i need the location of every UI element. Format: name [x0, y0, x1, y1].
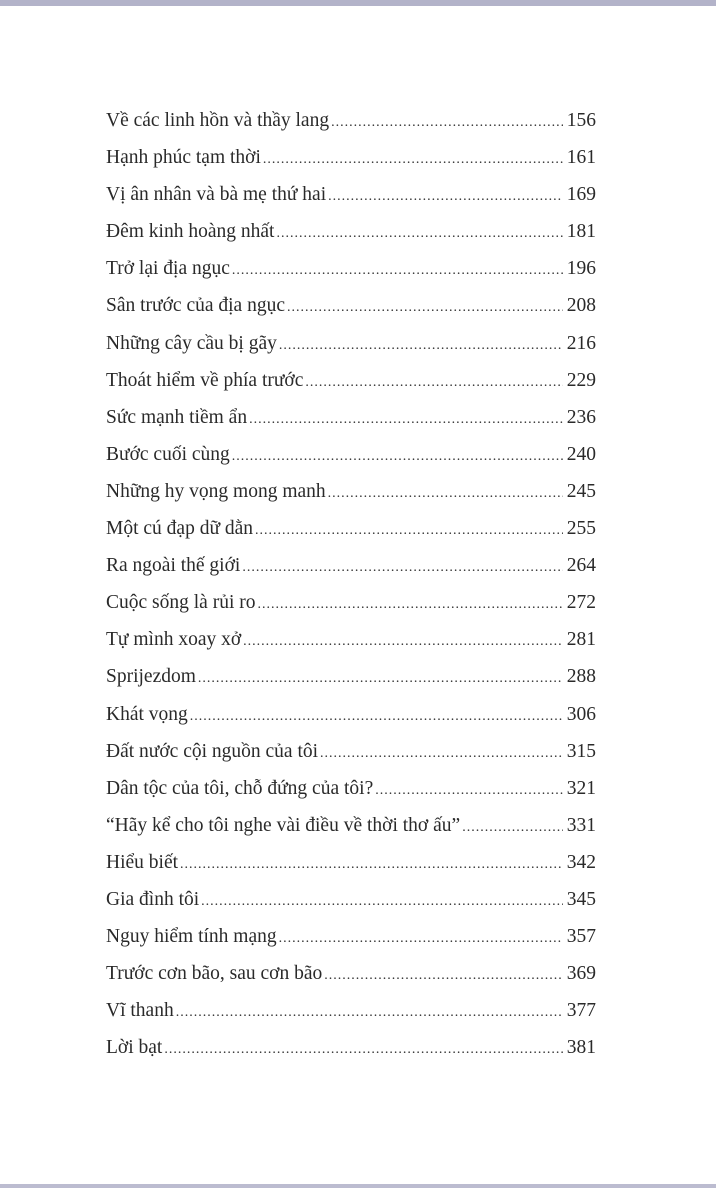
toc-dot-leader	[287, 289, 563, 326]
toc-entry-title: Dân tộc của tôi, chỗ đứng của tôi?	[106, 777, 374, 799]
toc-entry-page-number: 255	[566, 518, 596, 540]
toc-entry-title: Đất nước cội nguồn của tôi	[106, 740, 319, 762]
toc-entry-page-number: 345	[566, 888, 596, 910]
toc-entry-page-number: 288	[566, 666, 596, 688]
toc-dot-leader	[180, 846, 563, 883]
toc-dot-leader	[243, 623, 563, 660]
toc-entry-page-number: 169	[566, 184, 596, 206]
toc-dot-leader	[255, 512, 563, 549]
toc-entry-page-number: 236	[566, 406, 596, 428]
toc-entry	[106, 844, 596, 881]
toc-entry	[106, 547, 596, 584]
toc-dot-leader	[328, 475, 563, 512]
toc-entry-title: Tự mình xoay xở	[106, 629, 242, 651]
toc-entry	[106, 621, 596, 658]
toc-entry-page-number: 245	[566, 480, 596, 502]
toc-dot-leader	[462, 809, 563, 846]
toc-entry-page-number: 216	[566, 332, 596, 354]
toc-dot-leader	[232, 438, 563, 475]
toc-entry	[106, 881, 596, 918]
toc-entry	[106, 658, 596, 695]
toc-entry	[106, 992, 596, 1029]
toc-dot-leader	[279, 327, 563, 364]
toc-entry-page-number: 381	[566, 1037, 596, 1059]
toc-entry-page-number: 369	[566, 963, 596, 985]
toc-dot-leader	[328, 178, 563, 215]
toc-entry	[106, 399, 596, 436]
toc-entry-title: Những cây cầu bị gãy	[106, 332, 277, 354]
toc-entry	[106, 510, 596, 547]
toc-dot-leader	[320, 735, 563, 772]
toc-entry-title: Vĩ thanh	[106, 1000, 174, 1022]
toc-entry	[106, 325, 596, 362]
toc-entry	[106, 770, 596, 807]
toc-entry-page-number: 229	[566, 369, 596, 391]
toc-dot-leader	[164, 1031, 562, 1068]
toc-entry-page-number: 342	[566, 851, 596, 873]
toc-entry-title: Một cú đạp dữ dằn	[106, 518, 254, 540]
toc-dot-leader	[279, 920, 563, 957]
toc-entry	[106, 473, 596, 510]
toc-entry-title: Sức mạnh tiềm ẩn	[106, 406, 248, 428]
toc-entry-page-number: 321	[566, 777, 596, 799]
toc-dot-leader	[257, 586, 562, 623]
toc-dot-leader	[331, 104, 563, 141]
toc-entry-page-number: 240	[566, 443, 596, 465]
toc-entry-page-number: 357	[566, 926, 596, 948]
toc-entry-title: Vị ân nhân và bà mẹ thứ hai	[106, 184, 327, 206]
toc-entry-title: Cuộc sống là rủi ro	[106, 592, 256, 614]
toc-entry-title: Bước cuối cùng	[106, 443, 230, 465]
toc-dot-leader	[305, 364, 562, 401]
toc-entry	[106, 102, 596, 139]
toc-entry-title: Sprijezdom	[106, 666, 196, 688]
toc-entry-title: Những hy vọng mong manh	[106, 480, 326, 502]
toc-entry-title: Về các linh hồn và thầy lang	[106, 110, 330, 131]
toc-entry	[106, 918, 596, 955]
toc-entry	[106, 250, 596, 287]
toc-dot-leader	[242, 549, 562, 586]
toc-entry	[106, 1029, 596, 1066]
toc-entry-title: “Hãy kể cho tôi nghe vài điều về thời thơ ấu”	[106, 814, 461, 836]
toc-entry	[106, 696, 596, 733]
toc-entry-title: Gia đình tôi	[106, 888, 200, 910]
toc-dot-leader	[324, 957, 563, 994]
toc-entry-page-number: 281	[566, 629, 596, 651]
toc-entry-title: Đêm kinh hoàng nhất	[106, 221, 275, 243]
toc-entry	[106, 584, 596, 621]
toc-entry-page-number: 208	[566, 295, 596, 317]
toc-entry	[106, 362, 596, 399]
toc-entry-title: Ra ngoài thế giới	[106, 555, 241, 577]
toc-entry-title: Hạnh phúc tạm thời	[106, 147, 261, 169]
toc-entry-page-number: 315	[566, 740, 596, 762]
toc-dot-leader	[176, 994, 563, 1031]
toc-dot-leader	[232, 252, 563, 289]
toc-entry-page-number: 272	[566, 592, 596, 614]
toc-entry-page-number: 181	[566, 221, 596, 243]
toc-entry-page-number: 331	[566, 814, 596, 836]
toc-entry-title: Khát vọng	[106, 703, 188, 725]
toc-entry	[106, 213, 596, 250]
toc-entry-page-number: 264	[566, 555, 596, 577]
toc-entry-title: Lời bạt	[106, 1037, 163, 1059]
toc-dot-leader	[249, 401, 563, 438]
toc-entry-page-number: 306	[566, 703, 596, 725]
toc-entry	[106, 176, 596, 213]
page-bottom-edge	[0, 1184, 716, 1188]
toc-entry	[106, 955, 596, 992]
toc-entry-title: Thoát hiểm về phía trước	[106, 369, 304, 391]
toc-entry-title: Hiểu biết	[106, 851, 179, 873]
toc-entry-page-number: 161	[566, 147, 596, 169]
toc-entry	[106, 436, 596, 473]
toc-entry-title: Nguy hiểm tính mạng	[106, 926, 277, 948]
toc-dot-leader	[276, 215, 562, 252]
toc-entry-page-number: 156	[566, 110, 596, 131]
toc-dot-leader	[201, 883, 563, 920]
toc-entry	[106, 139, 596, 176]
toc-entry	[106, 287, 596, 324]
toc-entry-title: Sân trước của địa ngục	[106, 295, 285, 317]
toc-entry-page-number: 196	[566, 258, 596, 280]
table-of-contents	[106, 102, 596, 1066]
toc-dot-leader	[263, 141, 563, 178]
toc-entry	[106, 807, 596, 844]
toc-dot-leader	[198, 660, 563, 697]
page-top-edge	[0, 0, 716, 6]
toc-dot-leader	[375, 772, 563, 809]
toc-dot-leader	[190, 698, 563, 735]
toc-entry-title: Trước cơn bão, sau cơn bão	[106, 963, 323, 985]
toc-entry	[106, 733, 596, 770]
toc-entry-page-number: 377	[566, 1000, 596, 1022]
toc-entry-title: Trở lại địa ngục	[106, 258, 230, 280]
